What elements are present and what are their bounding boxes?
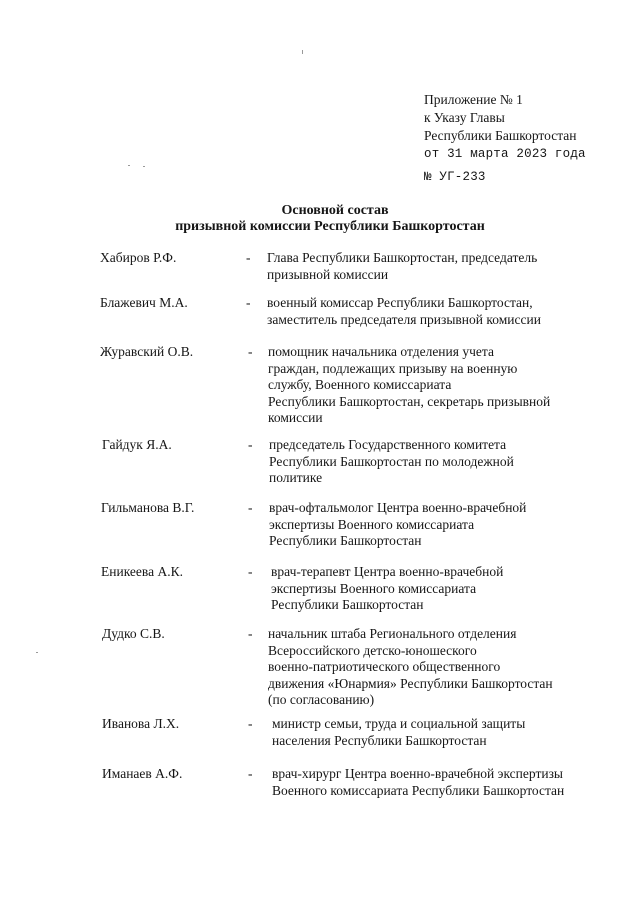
- member-name: Дудко С.В.: [102, 626, 165, 641]
- appendix-line-1: Приложение № 1: [424, 92, 523, 107]
- member-role-line: Военного комиссариата Республики Башкортостан: [272, 782, 565, 798]
- member-role: [272, 766, 617, 799]
- member-role-line: политике: [269, 470, 323, 485]
- member-role: [269, 500, 614, 550]
- member-role-line: помощник начальника отделения учета: [268, 344, 494, 359]
- member-name: Блажевич М.А.: [100, 295, 188, 310]
- appendix-block: [424, 91, 586, 186]
- member-role-line: призывной комиссии: [267, 266, 389, 282]
- member-role-line: заместитель председателя призывной комиссии: [267, 311, 541, 327]
- title-line-1: Основной состав: [281, 203, 389, 218]
- member-name: Хабиров Р.Ф.: [100, 250, 177, 265]
- member-dash: -: [246, 295, 251, 310]
- member-name: Иванова Л.Х.: [102, 716, 180, 731]
- member-name: Гильманова В.Г.: [101, 500, 195, 515]
- member-role-line: военный комиссар Республики Башкортостан,: [267, 295, 533, 310]
- member-role: [272, 716, 617, 749]
- member-dash: -: [248, 344, 253, 359]
- member-dash: -: [248, 564, 253, 579]
- member-role-line: Глава Республики Башкортостан, председатель: [267, 250, 538, 265]
- member-role-line: врач-хирург Центра военно-врачебной экспертизы: [272, 766, 563, 781]
- member-role: [267, 295, 612, 328]
- member-role-line: экспертизы Военного комиссариата: [269, 516, 475, 532]
- member-name: Гайдук Я.А.: [102, 437, 172, 452]
- member-dash: -: [248, 716, 253, 731]
- decree-number: № УГ-233: [424, 170, 486, 184]
- scan-speck: [128, 165, 130, 166]
- scan-speck: [36, 652, 38, 653]
- member-role-line: начальник штаба Регионального отделения: [268, 626, 517, 641]
- member-role: [269, 437, 614, 487]
- member-name: Иманаев А.Ф.: [102, 766, 183, 781]
- member-role-line: Республики Башкортостан: [269, 533, 422, 548]
- member-dash: -: [246, 250, 251, 265]
- member-role: [268, 626, 613, 709]
- member-role-line: граждан, подлежащих призыву на военную: [268, 360, 518, 376]
- member-role-line: (по согласованию): [268, 692, 375, 707]
- member-role-line: врач-терапевт Центра военно-врачебной: [271, 564, 504, 579]
- member-role-line: населения Республики Башкортостан: [272, 732, 487, 748]
- member-role-line: комиссии: [268, 410, 323, 425]
- member-dash: -: [248, 500, 253, 515]
- member-role-line: председатель Государственного комитета: [269, 437, 507, 452]
- scan-speck: [302, 50, 303, 54]
- member-role-line: Всероссийского детско-юношеского: [268, 642, 477, 658]
- appendix-line-3: Республики Башкортостан: [424, 128, 577, 143]
- member-dash: -: [248, 626, 253, 641]
- member-role-line: Республики Башкортостан по молодежной: [269, 453, 514, 469]
- member-role-line: военно-патриотического общественного: [268, 659, 501, 674]
- member-role-line: движения «Юнармия» Республики Башкортостан: [268, 675, 553, 691]
- document-title: [0, 203, 640, 235]
- member-role-line: экспертизы Военного комиссариата: [271, 580, 477, 596]
- appendix-line-2: к Указу Главы: [424, 110, 505, 125]
- member-role: [271, 564, 616, 614]
- member-role-line: врач-офтальмолог Центра военно-врачебной: [269, 500, 527, 515]
- member-role-line: службу, Военного комиссариата: [268, 377, 452, 392]
- member-dash: -: [248, 437, 253, 452]
- member-dash: -: [248, 766, 253, 781]
- decree-date: от 31 марта 2023 года: [424, 147, 586, 161]
- member-name: Журавский О.В.: [100, 344, 194, 359]
- member-role: [268, 344, 613, 427]
- scan-speck: [143, 166, 145, 167]
- member-role-line: Республики Башкортостан, секретарь призывной: [268, 393, 551, 409]
- member-name: Еникеева А.К.: [101, 564, 183, 579]
- member-role-line: министр семьи, труда и социальной защиты: [272, 716, 526, 731]
- member-role: [267, 250, 612, 283]
- member-role-line: Республики Башкортостан: [271, 597, 424, 612]
- title-line-2: призывной комиссии Республики Башкортостан: [175, 219, 485, 234]
